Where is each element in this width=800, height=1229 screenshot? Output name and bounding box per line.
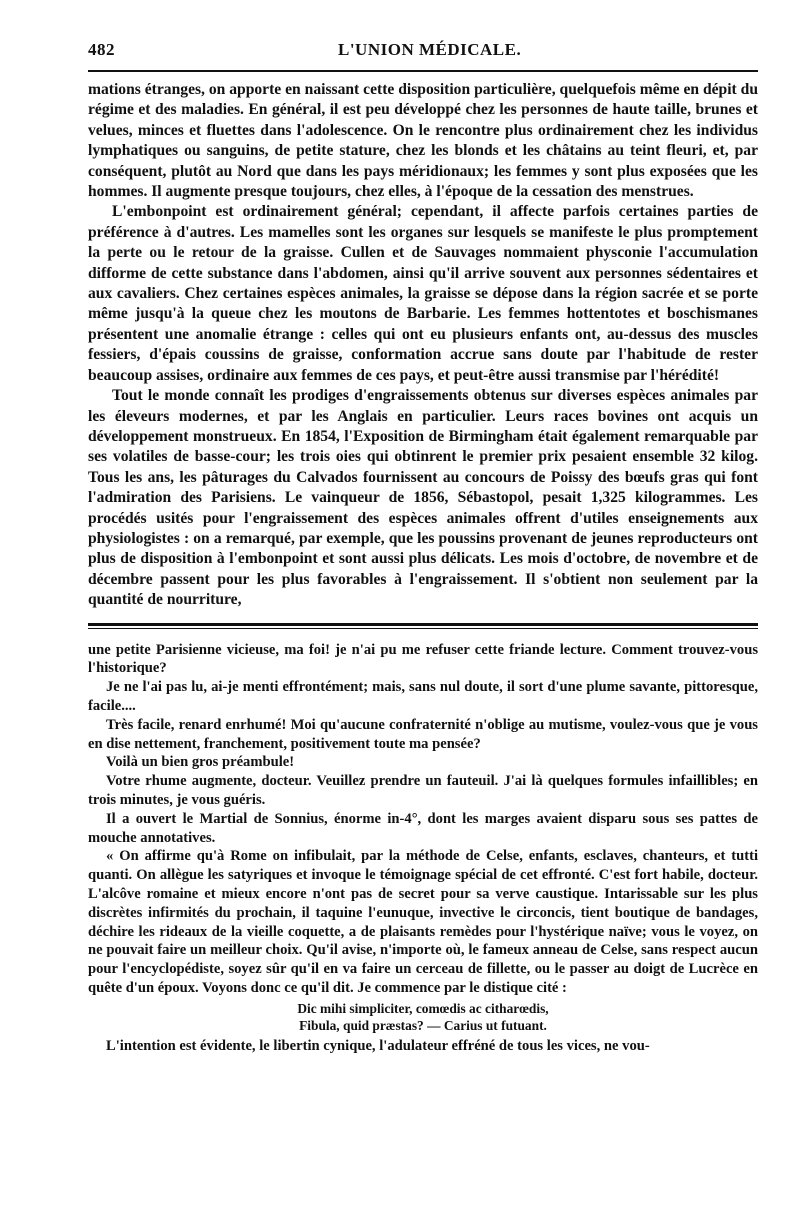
feuilleton-paragraph: Votre rhume augmente, docteur. Veuillez prendre un fauteuil. J'ai là quelques formules infaillibles; en trois minutes, je vous guéris. [88,773,758,808]
header-rule [88,70,758,72]
journal-title: L'UNION MÉDICALE. [338,40,522,59]
verse-line: Dic mihi simpliciter, comœdis ac citharœdis, [297,1000,549,1016]
feuilleton-paragraph: Il a ouvert le Martial de Sonnius, énorme in-4°, dont les marges avaient disparu sous ses pattes de mouche annotatives. [88,810,758,846]
running-head [88,40,758,70]
article-paragraph: L'embonpoint est ordinairement général; cependant, il affecte parfois certaines parties de préférence à d'autres. Les mamelles sont les organes sur lesquels se manifeste le plus promptement la perte ou le retour de la graisse. Cullen et de Sauvages nommaient physconie l'accumulation difforme de cette substance dans l'abdomen, ainsi qu'il arrive souvent aux personnes sédentaires et aux cavaliers. Chez certaines espèces animales, la graisse se dépose dans la région sacrée et se porte même jusqu'à la queue chez les moutons de Barbarie. Les femmes hottentotes et boschismanes présentent une anomalie étrange : celles qui ont eu plusieurs enfants ont, au-dessus des muscles fessiers, d'épais coussins de graisse, conformation accrue sans doute par l'habitude de rester beaucoup assises, ordinaire aux femmes de ces pays, et peut-être aussi transmise par l'hérédité! [88,203,758,384]
feuilleton-paragraph: Très facile, renard enrhumé! Moi qu'aucune confraternité n'oblige au mutisme, voulez-vous que je vous en dise nettement, franchement, positivement toute ma pensée? [88,716,758,752]
feuilleton-paragraph: Voilà un bien gros préambule! [106,754,295,771]
page-number: 482 [88,40,115,59]
latin-distich [88,1000,758,1035]
feuilleton-separator [88,623,758,629]
separator-thin-rule [88,628,758,629]
separator-thick-rule [88,623,758,626]
feuilleton-section [88,641,758,1056]
feuilleton-paragraph: « On affirme qu'à Rome on infibulait, par la méthode de Celse, enfants, esclaves, chanteurs, et tutti quanti. On allègue les satyriques et invoque le témoignage spécial de cet effronté. C'est fort habile, docteur. L'alcôve romaine et mieux encore n'ont pas de secret pour sa verve caustique. Intarissable sur les plus discrètes infirmités du prochain, il taquine l'eunuque, invective le circoncis, tient boutique de bandages, déchire les rideaux de la vieille coquette, a de plaisants remèdes pour l'hystérique naïve; vous le voyez, on ne pouvait faire un meilleur choix. Qu'il avise, n'importe où, le fameux anneau de Celse, sans respect aucun pour l'encyclopédiste, soyez sûr qu'il en va faire un cerceau de fillette, ou le passer au doigt de Lucrèce en quête d'un époux. Voyons donc ce qu'il dit. Je commence par le distique cité : [88,848,758,996]
feuilleton-paragraph: Je ne l'ai pas lu, ai-je menti effrontément; mais, sans nul doute, il sort d'une plume savante, pittoresque, facile.... [88,679,758,714]
feuilleton-paragraph: L'intention est évidente, le libertin cynique, l'adulateur effréné de tous les vices, ne vou- [106,1037,650,1054]
feuilleton-paragraph: une petite Parisienne vicieuse, ma foi! je n'ai pu me refuser cette friande lecture. Comment trouvez-vous l'historique? [88,641,758,677]
main-article [88,80,758,611]
article-paragraph: mations étranges, on apporte en naissant cette disposition particulière, quelquefois même en dépit du régime et des maladies. En général, il est peu développé chez les personnes de haute taille, brunes et velues, minces et fluettes dans l'adolescence. On le rencontre plus ordinairement chez les individus lymphatiques ou sanguins, de petite stature, chez les blonds et les châtains au teint fleuri, et, par conséquent, plutôt au Nord que dans les pays méridionaux; les femmes y sont plus exposées que les hommes. Il augmente presque toujours, chez elles, à l'époque de la cessation des menstrues. [88,81,758,201]
article-paragraph: Tout le monde connaît les prodiges d'engraissements obtenus sur diverses espèces animales par les éleveurs modernes, et par les Anglais en particulier. Leurs races bovines ont acquis un développement monstrueux. En 1854, l'Exposition de Birmingham était également remarquable par ses volatiles de basse-cour; les trois oies qui obtinrent le premier prix pesaient ensemble 32 kilog. Tous les ans, les pâturages du Calvados fournissent au concours de Poissy des bœufs gras qui font l'admiration des Parisiens. Le vainqueur de 1856, Sébastopol, pesait 1,325 kilogrammes. Les procédés usités pour l'engraissement des espèces animales offrent d'utiles enseignements aux physiologistes : on a remarqué, par exemple, que les poussins provenant de jeunes reproducteurs ont plus de disposition à l'embonpoint et sont aussi plus délicats. Les mois d'octobre, de novembre et de décembre passent pour les plus favorables à l'engraissement. Il s'obtient non seulement par la quantité de nourriture, [88,387,758,609]
verse-line: Fibula, quid præstas? — Carius ut futuant. [299,1018,547,1034]
